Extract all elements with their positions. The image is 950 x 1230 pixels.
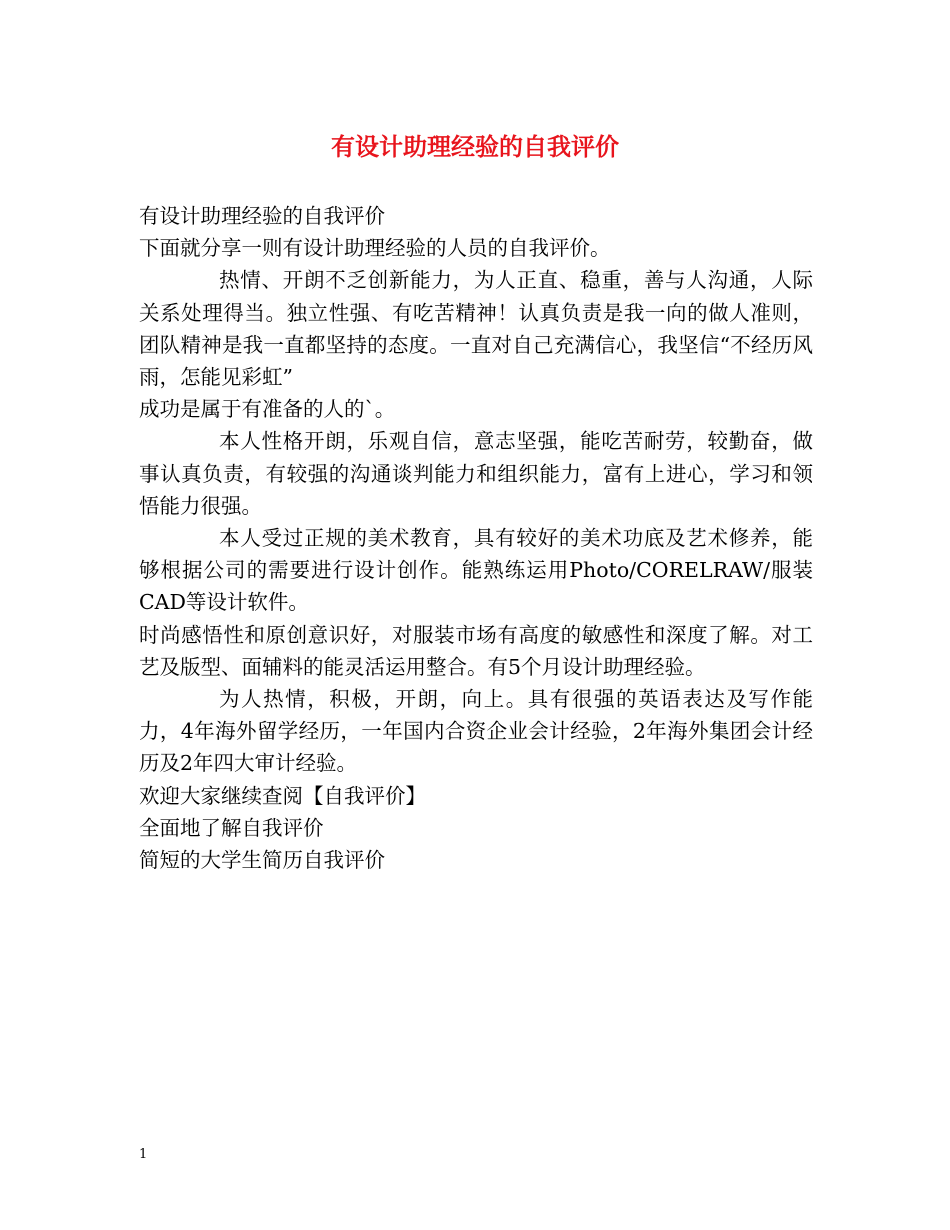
related-link-3[interactable]: 简短的大学生简历自我评价 [139,848,385,873]
heading-repeat: 有设计助理经验的自我评价 [139,204,385,228]
paragraph-art-education: 本人受过正规的美术教育，具有较好的美术功底及艺术修养，能够根据公司的需要进行设计创作。能熟练运用Photo/CORELRAW/服装CAD等设计软件。 [139,526,813,615]
page-number: 1 [139,1147,148,1162]
related-link-2[interactable]: 全面地了解自我评价 [139,815,324,840]
success-line: 成功是属于有准备的人的`。 [139,397,396,422]
intro-line: 下面就分享一则有设计助理经验的人员的自我评价。 [139,236,611,261]
paragraph-experience: 为人热情，积极，开朗，向上。具有很强的英语表达及写作能力，4年海外留学经历，一年国内合资企业会计经验，2年海外集团会计经历及2年四大审计经验。 [139,687,813,776]
related-link-1[interactable]: 欢迎大家继续查阅【自我评价】 [139,783,426,808]
document-title: 有设计助理经验的自我评价 [331,132,619,161]
paragraph-character: 本人性格开朗，乐观自信，意志坚强，能吃苦耐劳，较勤奋，做事认真负责，有较强的沟通谈判能力和组织能力，富有上进心，学习和领悟能力很强。 [139,429,813,518]
paragraph-personality: 热情、开朗不乏创新能力，为人正直、稳重，善与人沟通，人际关系处理得当。独立性强、有吃苦精神！认真负责是我一向的做人准则，团队精神是我一直都坚持的态度。一直对自己充满信心，我坚信“不经历风雨，怎能见彩虹” [139,268,813,390]
paragraph-fashion: 时尚感悟性和原创意识好，对服装市场有高度的敏感性和深度了解。对工艺及版型、面辅料的能灵活运用整合。有5个月设计助理经验。 [139,622,813,679]
document-body [139,200,813,876]
